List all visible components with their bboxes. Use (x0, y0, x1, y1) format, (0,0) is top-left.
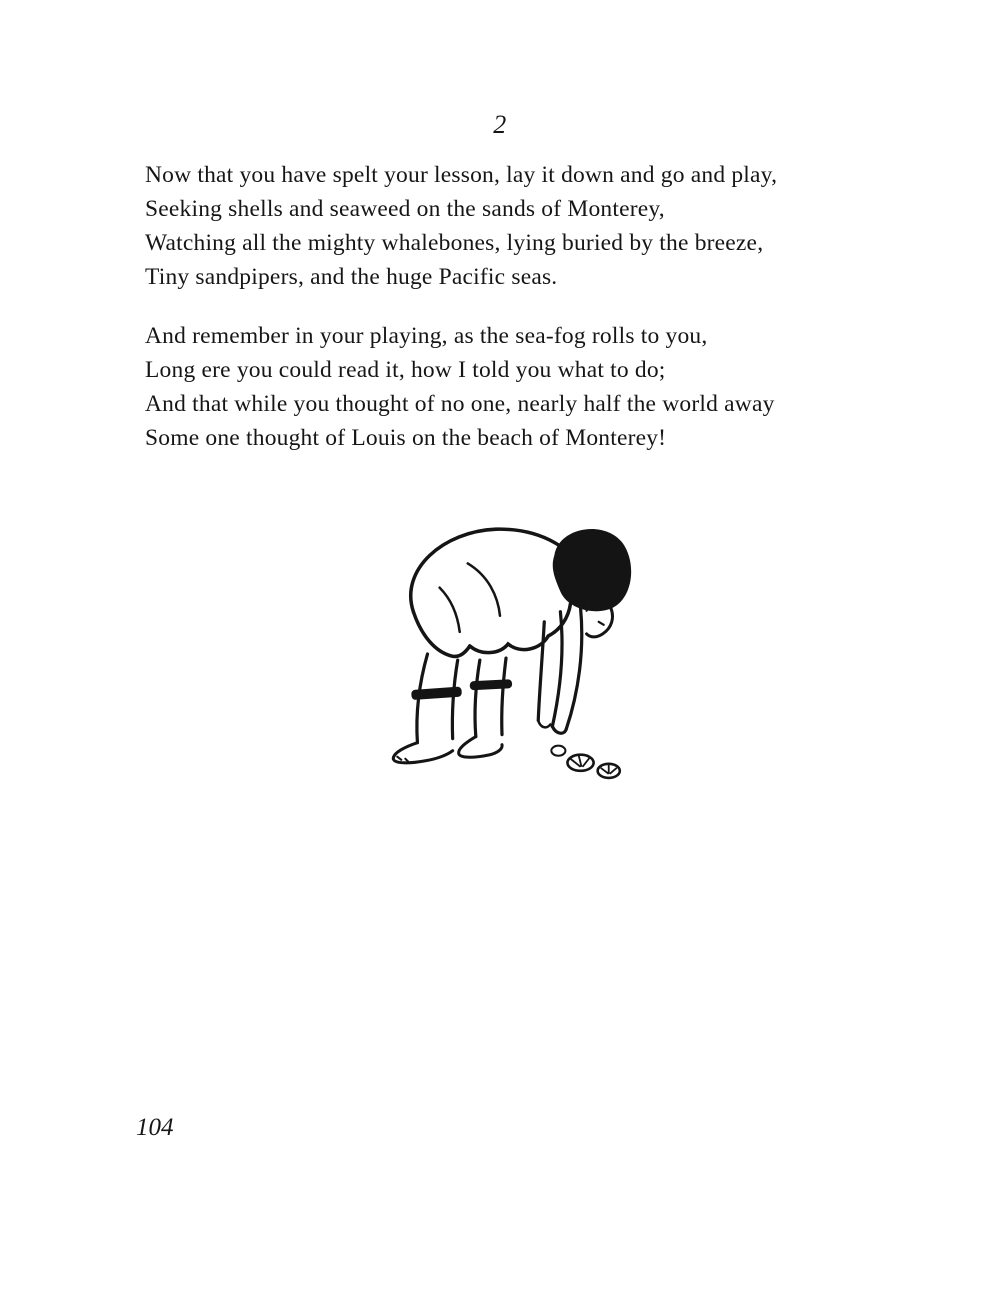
poem-line: And remember in your playing, as the sea-fog rolls to you, (145, 323, 708, 349)
section-number: 2 (493, 110, 507, 139)
poem-line: Now that you have spelt your lesson, lay it down and go and play, (145, 162, 778, 188)
poem-line: Seeking shells and seaweed on the sands of Monterey, (145, 196, 665, 222)
page-number: 104 (136, 1114, 174, 1141)
stanza-1 (145, 158, 905, 294)
stanza-2 (145, 319, 905, 455)
poem-line: Watching all the mighty whalebones, lying buried by the breeze, (145, 230, 764, 256)
poem-line: Tiny sandpipers, and the huge Pacific seas. (145, 264, 558, 290)
poem-body (145, 158, 905, 480)
hair (553, 529, 631, 611)
child-picking-shells-illustration (343, 503, 663, 795)
poem-line: And that while you thought of no one, nearly half the world away (145, 391, 775, 417)
poem-line: Long ere you could read it, how I told you what to do; (145, 357, 666, 383)
poem-line: Some one thought of Louis on the beach of Monterey! (145, 425, 667, 451)
